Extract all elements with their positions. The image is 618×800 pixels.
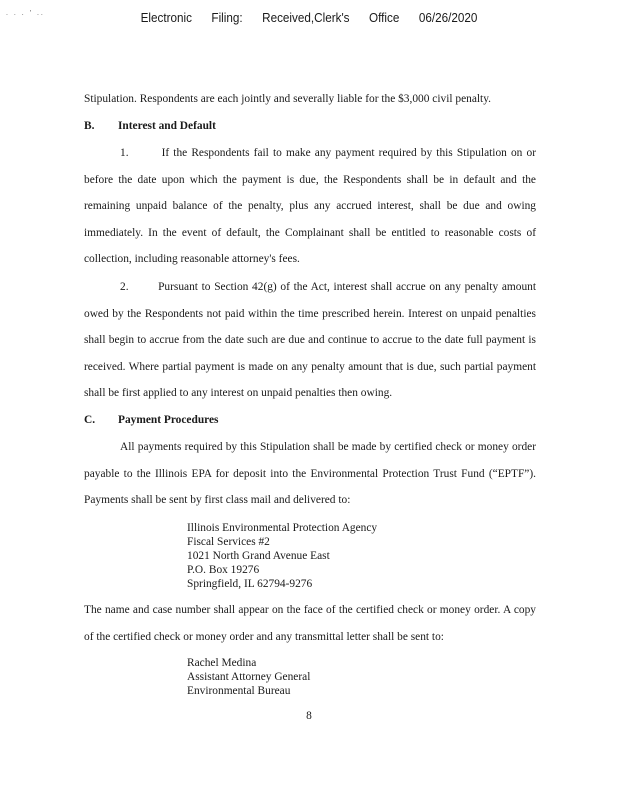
header-filing: Filing:	[211, 10, 243, 25]
address-line: 1021 North Grand Avenue East	[187, 550, 330, 562]
filing-header	[31, 10, 587, 25]
address-line: Environmental Bureau	[187, 685, 291, 697]
section-c-paragraph-1: All payments required by this Stipulation shall be made by certified check or money order payable to the Illinois EPA for deposit into the Environmental Protection Trust Fund (“EPTF”). Payments shall be sent by first class mail and delivered to:	[84, 441, 536, 506]
scan-marks: . . . ' ..	[6, 10, 45, 17]
header-electronic: Electronic	[140, 10, 192, 25]
section-b-paragraph-2: 2. Pursuant to Section 42(g) of the Act, interest shall accrue on any penalty amount owed by the Respondents not paid within the time prescribed herein. Interest on unpaid penalties shall begin to accrue from the date such are due and continue to accrue to the date full payment is received. Where partial payment is made on any penalty amount that is due, such partial payment shall be first applied to any interest on unpaid penalties then owing.	[84, 281, 536, 399]
attorney-general-address	[187, 656, 310, 698]
header-received: Received,Clerk's	[262, 10, 350, 25]
section-b-letter: B.	[84, 120, 95, 132]
address-line: Springfield, IL 62794-9276	[187, 578, 313, 590]
section-b-heading	[84, 120, 216, 132]
top-line: Stipulation. Respondents are each jointly and severally liable for the $3,000 civil penalty.	[84, 93, 492, 105]
epa-mailing-address	[187, 521, 377, 591]
section-c-paragraph-2: The name and case number shall appear on the face of the certified check or money order. A copy of the certified check or money order and any transmittal letter shall be sent to:	[84, 604, 536, 643]
header-office: Office	[369, 10, 400, 25]
header-date: 06/26/2020	[418, 10, 478, 25]
address-line: Fiscal Services #2	[187, 536, 270, 548]
section-b-title: Interest and Default	[118, 120, 216, 132]
section-c-letter: C.	[84, 414, 96, 426]
page-number: 8	[306, 710, 312, 722]
address-line: Assistant Attorney General	[187, 671, 311, 683]
address-line: Illinois Environmental Protection Agency	[187, 522, 378, 534]
section-c-heading	[84, 414, 219, 426]
address-line: Rachel Medina	[187, 657, 257, 669]
section-b-paragraph-1: 1. If the Respondents fail to make any payment required by this Stipulation on or before the date upon which the payment is due, the Respondents shall be in default and the remaining unpaid balance of the penalty, plus any accrued interest, shall be due and owing immediately. In the event of default, the Complainant shall be entitled to reasonable costs of collection, including reasonable attorney's fees.	[84, 147, 536, 265]
section-c-title: Payment Procedures	[118, 414, 219, 426]
address-line: P.O. Box 19276	[187, 564, 260, 576]
